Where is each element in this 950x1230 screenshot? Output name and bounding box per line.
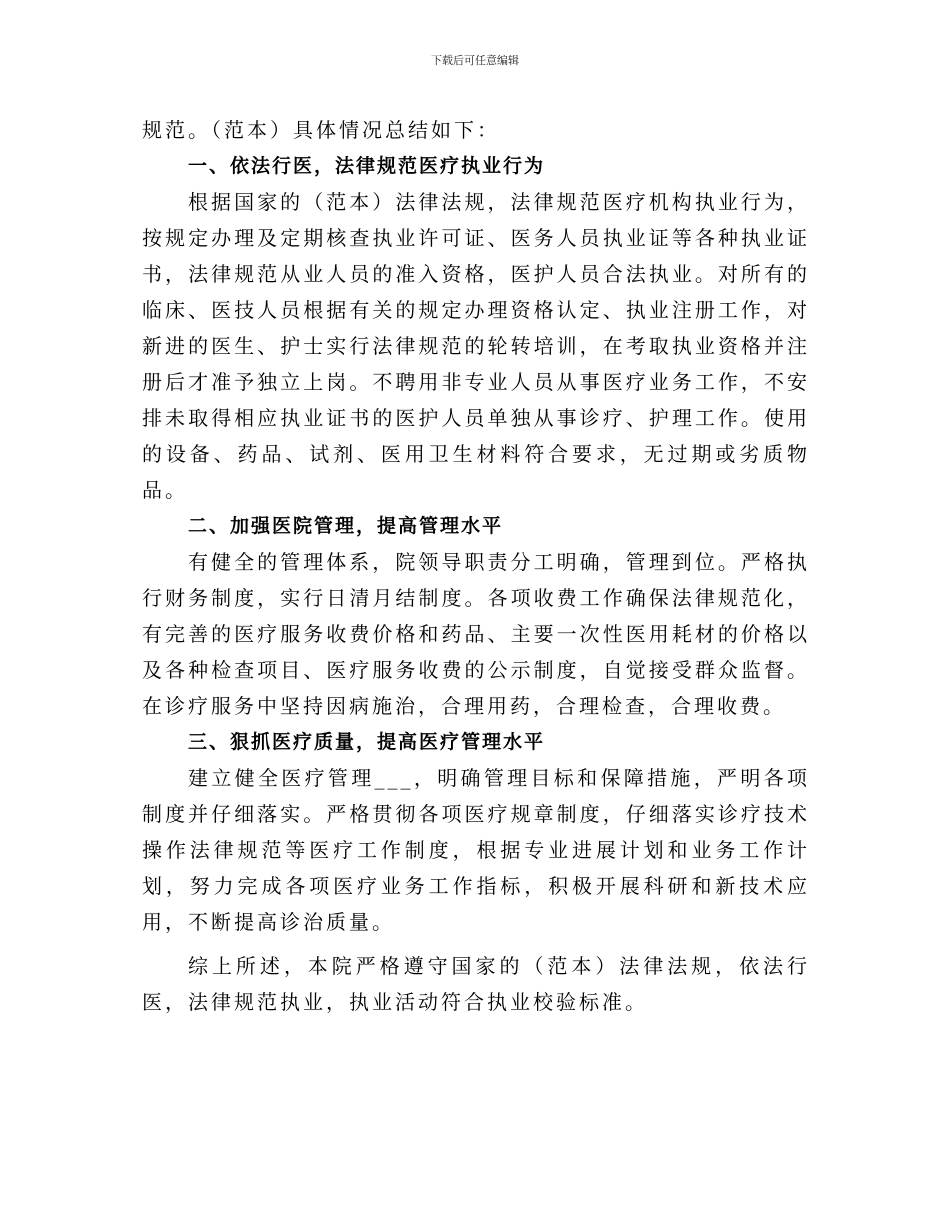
page-header-note: 下载后可任意编辑 <box>431 54 519 67</box>
section-1-paragraph: 根据国家的（范本）法律法规，法律规范医疗机构执业行为，按规定办理及定期核查执业许可证、医务人员执业证等各种执业证书，法律规范从业人员的准入资格，医护人员合法执业。对所有的临床、医技人员根据有关的规定办理资格认定、执业注册工作，对新进的医生、护士实行法律规范的轮转培训，在考取执业资格并注册后才准予独立上岗。不聘用非专业人员从事医疗业务工作，不安排未取得相应执业证书的医护人员单独从事诊疗、护理工作。使用的设备、药品、试剂、医用卫生材料符合要求，无过期或劣质物品。 <box>142 190 810 502</box>
section-heading-1: 一、依法行医，法律规范医疗执业行为 <box>188 155 546 177</box>
section-heading-2: 二、加强医院管理，提高管理水平 <box>188 515 504 537</box>
conclusion-paragraph: 综上所述，本院严格遵守国家的（范本）法律法规，依法行医，法律规范执业，执业活动符合执业校验标准。 <box>142 954 810 1014</box>
intro-paragraph: 规范。（范本）具体情况总结如下： <box>142 118 500 142</box>
section-3-paragraph: 建立健全医疗管理___，明确管理目标和保障措施，严明各项制度并仔细落实。严格贯彻各项医疗规章制度，仔细落实诊疗技术操作法律规范等医疗工作制度，根据专业进展计划和业务工作计划，努力完成各项医疗业务工作指标，积极开展科研和新技术应用，不断提高诊治质量。 <box>142 766 810 934</box>
document-body <box>142 112 810 1020</box>
section-2-paragraph: 有健全的管理体系，院领导职责分工明确，管理到位。严格执行财务制度，实行日清月结制度。各项收费工作确保法律规范化，有完善的医疗服务收费价格和药品、主要一次性医用耗材的价格以及各种检查项目、医疗服务收费的公示制度，自觉接受群众监督。在诊疗服务中坚持因病施治，合理用药，合理检查，合理收费。 <box>142 550 810 718</box>
section-heading-3: 三、狠抓医疗质量，提高医疗管理水平 <box>188 731 546 753</box>
